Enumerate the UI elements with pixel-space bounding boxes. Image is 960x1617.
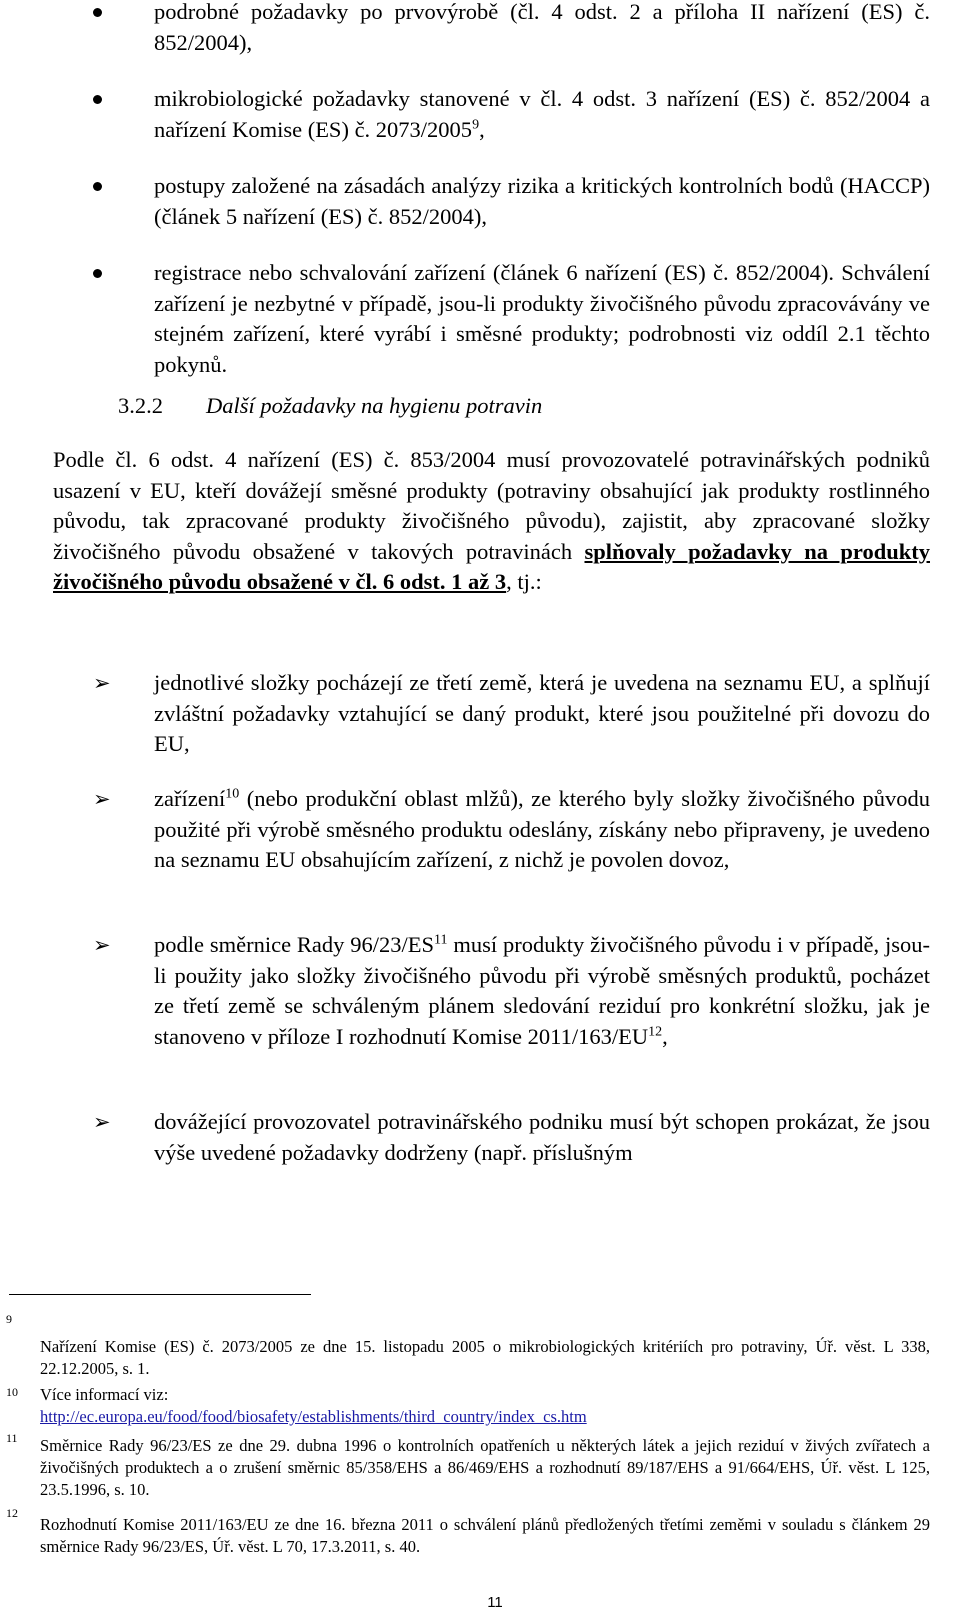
list-item-text: zařízení [154, 786, 226, 811]
paragraph-text: Podle čl. 6 odst. 4 nařízení (ES) č. 853/2004 musí provozovatelé potravinářských podniků usazení v EU, kteří dovážejí směsné produkty (potraviny obsahující jak produkty rostlinného původu, tak zpracované produkty živočišného původu), zajistit, aby zpracované složky živočišného původu obsažené v takových potravinách [53, 447, 930, 564]
footnote-ref: 10 [225, 786, 240, 802]
list-item [0, 258, 960, 380]
footnote-number: 10 [6, 1385, 18, 1399]
paragraph-text-end: , tj.: [506, 569, 542, 594]
list-item-text: jednotlivé složky pocházejí ze třetí země, která je uvedena na seznamu EU, a splňují zvláštní požadavky vztahující se daný produkt, které jsou použitelné při dovozu do EU, [154, 670, 930, 756]
section-title: Další požadavky na hygienu potravin [206, 393, 543, 418]
list-item-text-end: , [662, 1023, 668, 1049]
body-paragraph [53, 445, 930, 598]
footnote-separator [9, 1294, 311, 1295]
list-item [0, 171, 960, 232]
list-item-text-mid: musí produkty živočišného původu i v případě, jsou-li použity jako složky živočišného původu při výrobě směsných produktů, pocházet ze třetí země se schváleným plánem sledování reziduí pro konkrétní složku, jak je stanoveno v příloze I rozhodnutí Komise 2011/163/EU [154, 932, 930, 1049]
bullet-icon [93, 182, 102, 191]
list-item [0, 668, 960, 760]
list-item-text-end: , [479, 116, 485, 142]
section-number: 3.2.2 [118, 393, 163, 418]
list-item-text: dovážející provozovatel potravinářského podniku musí být schopen prokázat, že jsou výše uvedené požadavky dodrženy (např. příslušným [154, 1109, 930, 1165]
arrow-bullet-icon: ➢ [93, 671, 111, 695]
paragraph-emphasis: splňovaly požadavky na produkty živočišného původu obsažené v čl. 6 odst. 1 až 3 [53, 538, 930, 594]
section-heading [118, 391, 542, 421]
list-item-text: registrace nebo schvalování zařízení (článek 6 nařízení (ES) č. 852/2004). Schválení zařízení je nezbytné v případě, jsou-li produkty živočišného původu zpracovávány ve stejném zařízení, které vyrábí i směsné produkty; podrobnosti viz oddíl 2.1 těchto pokynů. [154, 260, 930, 377]
list-item [0, 1107, 960, 1168]
list-item [0, 0, 960, 58]
footnote-number: 11 [6, 1431, 18, 1445]
list-item [0, 930, 960, 1052]
list-item [0, 84, 960, 145]
list-item-text: podle směrnice Rady 96/23/ES [154, 932, 435, 957]
list-item [0, 784, 960, 876]
footnote-number: 12 [6, 1506, 18, 1520]
footnote-ref: 9 [472, 117, 480, 132]
footnote-ref: 12 [648, 1024, 663, 1039]
footnote-link[interactable]: http://ec.europa.eu/food/food/biosafety/establishments/third_country/index_cs.htm [40, 1407, 587, 1426]
list-item-text-end: (nebo produkční oblast mlžů), ze kterého byly složky živočišného původu použité při výrobě směsného produktu odeslány, získány nebo připraveny, je uvedeno na seznamu EU obsahujícím zařízení, z nichž je povolen dovoz, [154, 786, 930, 872]
arrow-bullet-icon: ➢ [93, 787, 111, 811]
list-item-text: postupy založené na zásadách analýzy rizika a kritických kontrolních bodů (HACCP) (článek 5 nařízení (ES) č. 852/2004), [154, 173, 930, 229]
footnote-ref: 11 [434, 932, 448, 948]
bullet-icon [93, 269, 102, 278]
page-number: 11 [487, 1594, 503, 1611]
footnote-text: Směrnice Rady 96/23/ES ze dne 29. dubna 1996 o kontrolních opatřeních u některých látek a jejich reziduí v živých zvířatech a živočišných produktech a o zrušení směrnic 85/358/EHS a 86/469/EHS a rozhodnutí 89/187/EHS a 91/664/EHS, Úř. věst. L 125, 23.5.1996, s. 10. [40, 1436, 930, 1499]
footnote-text: Rozhodnutí Komise 2011/163/EU ze dne 16. března 2011 o schválení plánů předložených třetími zeměmi v souladu s článkem 29 směrnice Rady 96/23/ES, Úř. věst. L 70, 17.3.2011, s. 40. [40, 1515, 930, 1556]
bullet-icon [93, 95, 102, 104]
footnote-text: Nařízení Komise (ES) č. 2073/2005 ze dne 15. listopadu 2005 o mikrobiologických kritériích pro potraviny, Úř. věst. L 338, 22.12.2005, s. 1. [40, 1337, 930, 1378]
arrow-bullet-icon: ➢ [93, 1110, 111, 1134]
footnote-number: 9 [6, 1312, 12, 1326]
list-item-text: podrobné požadavky po prvovýrobě (čl. 4 odst. 2 a příloha II nařízení (ES) č. 852/2004), [154, 0, 930, 55]
footnote-text: Více informací viz: [40, 1385, 169, 1404]
list-item-text: mikrobiologické požadavky stanovené v čl. 4 odst. 3 nařízení (ES) č. 852/2004 a nařízení Komise (ES) č. 2073/2005 [154, 86, 930, 142]
arrow-bullet-icon: ➢ [93, 933, 111, 957]
bullet-icon [93, 8, 102, 17]
